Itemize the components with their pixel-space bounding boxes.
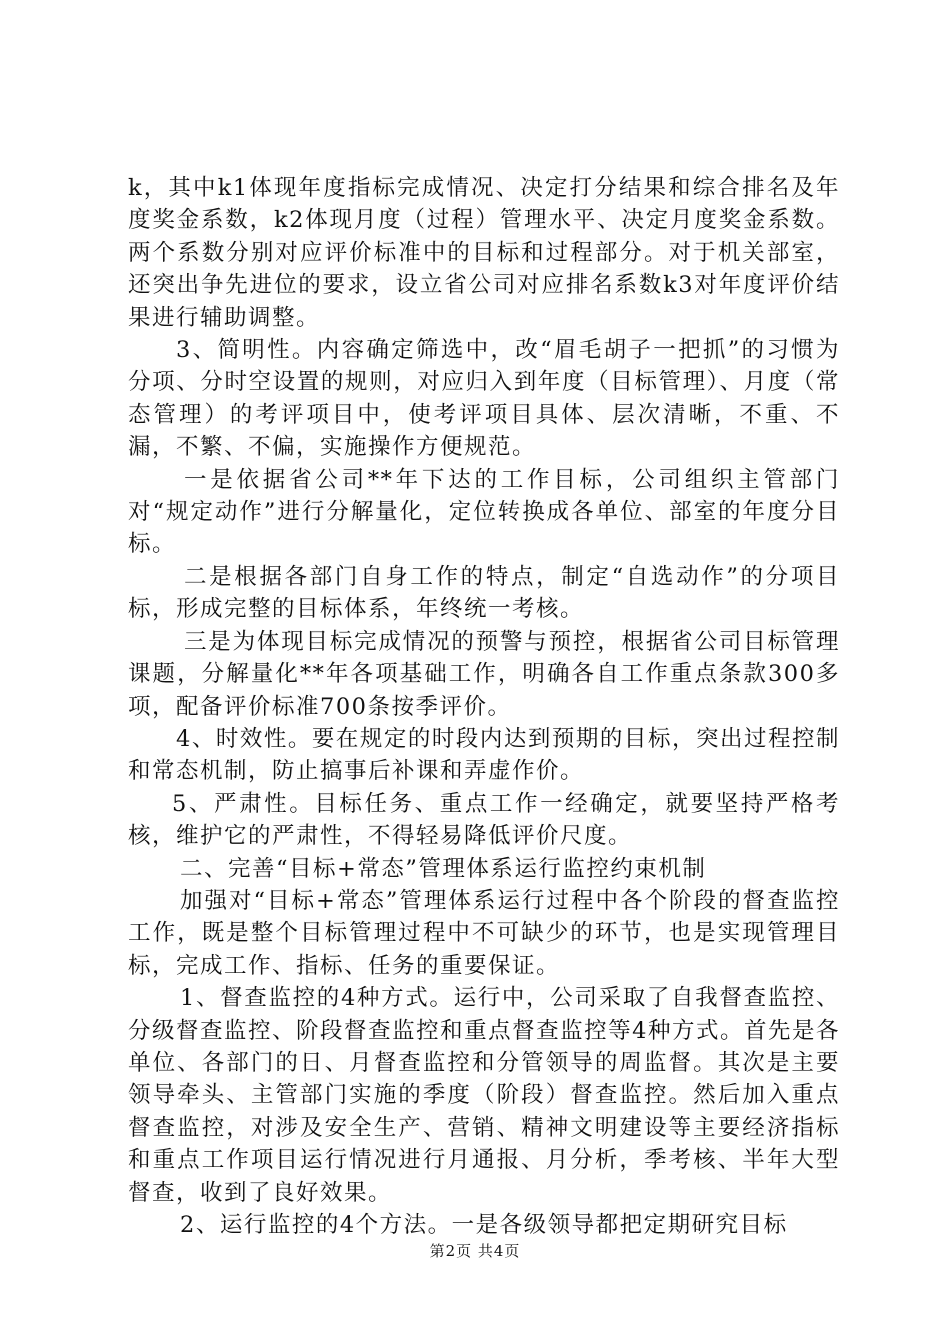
paragraph-simplicity: 3、简明性。内容确定筛选中，改“眉毛胡子一把抓”的习惯为分项、分时空设置的规则，对应归入到年度（目标管理）、月度（常态管理）的考评项目中，使考评项目具体、层次清晰，不重、不漏，不繁、不偏，实施操作方便规范。 — [128, 337, 840, 461]
paragraph-item-three: 三是为体现目标完成情况的预警与预控，根据省公司目标管理课题，分解量化**年各项基础工作，明确各自工作重点条款300多项，配备评价标准700条按季评价。 — [128, 628, 840, 720]
paragraph-coefficient-intro: k，其中k1体现年度指标完成情况、决定打分结果和综合排名及年度奖金系数，k2体现月度（过程）管理水平、决定月度奖金系数。两个系数分别对应评价标准中的目标和过程部分。对于机关部室，还突出争先进位的要求，设立省公司对应排名系数k3对年度评价结果进行辅助调整。 — [128, 175, 840, 331]
section-heading-monitoring: 二、完善“目标+常态”管理体系运行监控约束机制 — [180, 855, 707, 882]
paragraph-four-methods-supervision: 1、督查监控的4种方式。运行中，公司采取了自我督查监控、分级督查监控、阶段督查监控和重点督查监控等4种方式。首先是各单位、各部门的日、月督查监控和分管领导的周监督。其次是主要领导牵头、主管部门实施的季度（阶段）督查监控。然后加入重点督查监控，对涉及安全生产、营销、精神文明建设等主要经济指标和重点工作项目运行情况进行月通报、月分析，季考核、半年大型督查，收到了良好效果。 — [128, 985, 840, 1206]
paragraph-four-methods-monitoring: 2、运行监控的4个方法。一是各级领导都把定期研究目标 — [180, 1212, 788, 1238]
paragraph-monitoring-intro: 加强对“目标+常态”管理体系运行过程中各个阶段的督查监控工作，既是整个目标管理过程中不可缺少的环节，也是实现管理目标，完成工作、指标、任务的重要保证。 — [128, 887, 840, 979]
paragraph-timeliness: 4、时效性。要在规定的时段内达到预期的目标，突出过程控制和常态机制，防止搞事后补课和弄虚作价。 — [128, 725, 840, 785]
paragraph-item-one: 一是依据省公司**年下达的工作目标，公司组织主管部门对“规定动作”进行分解量化，定位转换成各单位、部室的年度分目标。 — [128, 466, 840, 558]
paragraph-seriousness: 5、严肃性。目标任务、重点工作一经确定，就要坚持严格考核，维护它的严肃性，不得轻易降低评价尺度。 — [128, 790, 840, 850]
page-footer: 第2页 共4页 — [429, 1242, 521, 1260]
paragraph-item-two: 二是根据各部门自身工作的特点，制定“自选动作”的分项目标，形成完整的目标体系，年终统一考核。 — [128, 563, 840, 623]
document-body — [128, 172, 840, 1241]
